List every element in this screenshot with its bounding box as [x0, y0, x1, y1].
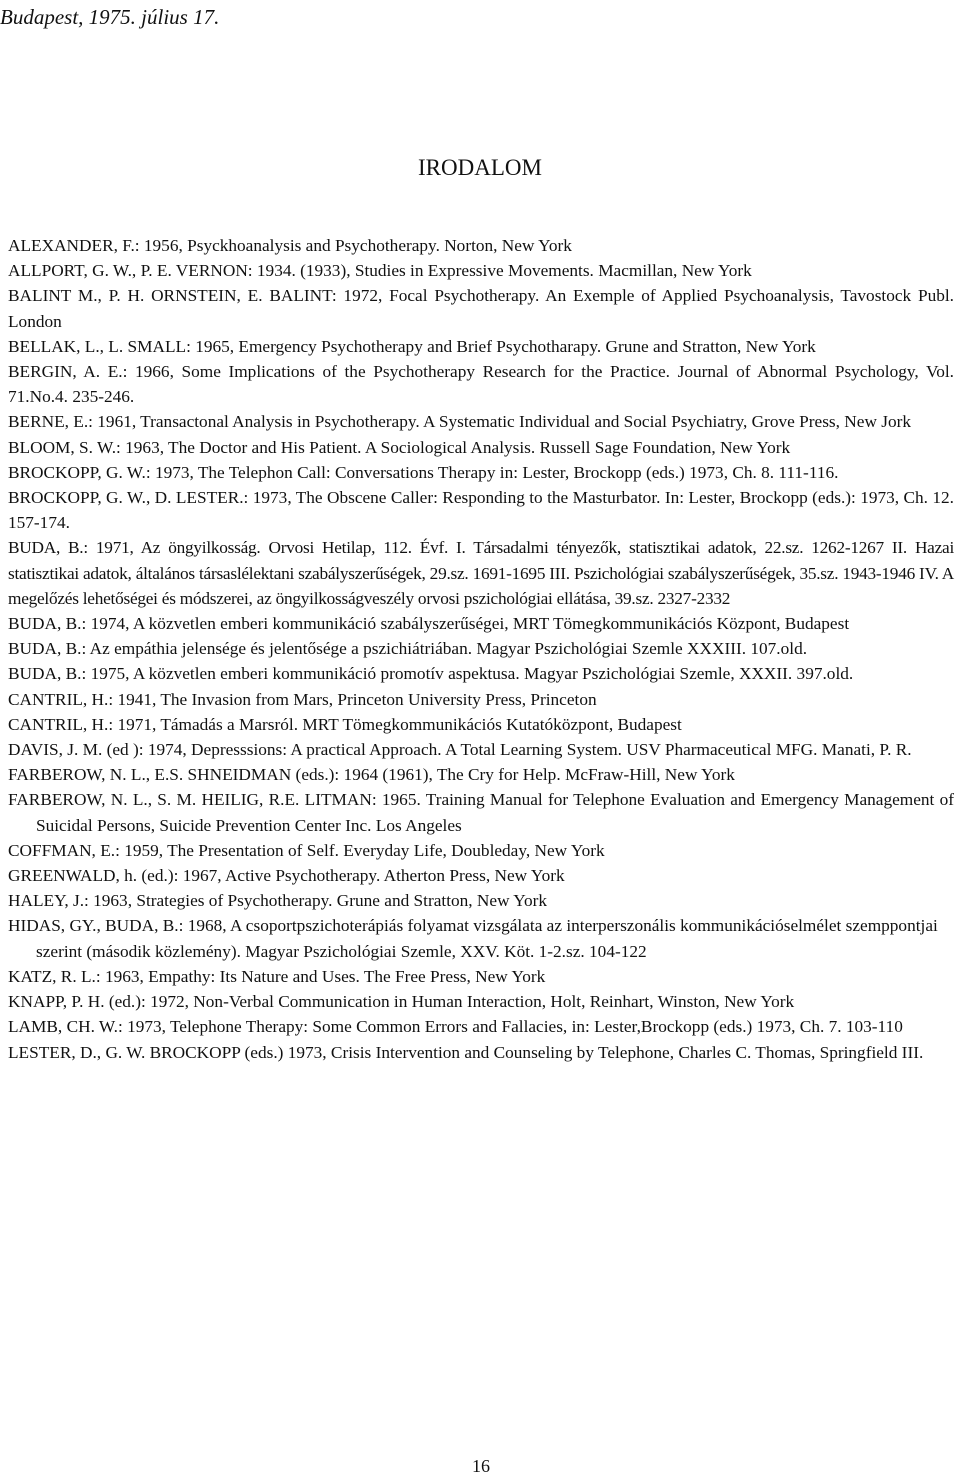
reference-entry: BROCKOPP, G. W., D. LESTER.: 1973, The Obscene Caller: Responding to the Masturbator. In: Lester, Brockopp (eds.): 1973, Ch. 12. 157-174.	[8, 488, 954, 533]
reference-entry: ALLPORT, G. W., P. E. VERNON: 1934. (1933), Studies in Expressive Movements. Macmillan, New York	[8, 261, 752, 281]
reference-entry: ALEXANDER, F.: 1956, Psyckhoanalysis and Psychotherapy. Norton, New York	[8, 236, 572, 255]
reference-entry: DAVIS, J. M. (ed ): 1974, Depresssions: A practical Approach. A Total Learning System. USV Pharmaceutical MFG. Manati, P. R.	[8, 740, 912, 760]
reference-entry: CANTRIL, H.: 1971, Támadás a Marsról. MRT Tömegkommunikációs Kutatóközpont, Budapest	[8, 714, 682, 734]
reference-entry: KATZ, R. L.: 1963, Empathy: Its Nature and Uses. The Free Press, New York	[8, 966, 546, 986]
reference-entry: FARBEROW, N. L., E.S. SHNEIDMAN (eds.): 1964 (1961), The Cry for Help. McFraw-Hill, New York	[8, 765, 735, 785]
reference-entry: HIDAS, GY., BUDA, B.: 1968, A csoportpszichoterápiás folyamat vizsgálata az interperszonális kommunikációselmélet szemppontjai szerint (második közlemény). Magyar Pszichológiai Szemle, XXV. Köt. 1-2.sz. 104-122	[8, 916, 938, 961]
reference-entry: BERGIN, A. E.: 1966, Some Implications of the Psychotherapy Research for the Practice. Journal of Abnormal Psychology, Vol. 71.No.4. 235-246.	[8, 362, 954, 407]
reference-entry: COFFMAN, E.: 1959, The Presentation of Self. Everyday Life, Doubleday, New York	[8, 840, 605, 860]
section-title	[0, 154, 960, 182]
reference-entry: GREENWALD, h. (ed.): 1967, Active Psychotherapy. Atherton Press, New York	[8, 866, 565, 886]
reference-entry: LESTER, D., G. W. BROCKOPP (eds.) 1973, Crisis Intervention and Counseling by Telephone, Charles C. Thomas, Springfield III.	[8, 1042, 924, 1062]
reference-entry: KNAPP, P. H. (ed.): 1972, Non-Verbal Communication in Human Interaction, Holt, Reinhart, Winston, New York	[8, 992, 795, 1012]
reference-entry: FARBEROW, N. L., S. M. HEILIG, R.E. LITMAN: 1965. Training Manual for Telephone Evaluation and Emergency Management of Suicidal Persons, Suicide Prevention Center Inc. Los Angeles	[8, 790, 954, 835]
reference-entry: HALEY, J.: 1963, Strategies of Psychotherapy. Grune and Stratton, New York	[8, 891, 548, 911]
reference-entry: BUDA, B.: 1974, A közvetlen emberi kommunikáció szabályszerűségei, MRT Tömegkommunikációs Központ, Budapest	[8, 614, 850, 634]
reference-entry: BERNE, E.: 1961, Transactonal Analysis in Psychotherapy. A Systematic Individual and Social Psychiatry, Grove Press, New Jork	[8, 412, 912, 432]
reference-entry: BUDA, B.: Az empáthia jelensége és jelentősége a pszichiátriában. Magyar Pszichológiai Szemle XXXIII. 107.old.	[8, 639, 808, 659]
reference-entry: BUDA, B.: 1971, Az öngyilkosság. Orvosi Hetilap, 112. Évf. I. Társadalmi tényezők, statisztikai adatok, 22.sz. 1262-1267 II. Hazai statisztikai adatok, általános társaslélektani szabályszerűségek, 29.sz. 1691-1695 III. Pszichológiai szabályszerűségek, 35.sz. 1943-1946 IV. A megelőzés lehetőségei és módszerei, az öngyilkosságveszély orvosi pszichológiai ellátása, 39.sz. 2327-2332	[8, 538, 954, 608]
section-title-text: IRODALOM	[418, 155, 542, 180]
place-date-heading: Budapest, 1975. július 17.	[0, 5, 220, 29]
reference-entry: BUDA, B.: 1975, A közvetlen emberi kommunikáció promotív aspektusa. Magyar Pszichológiai Szemle, XXXII. 397.old.	[8, 664, 854, 684]
page-number	[0, 1455, 960, 1477]
page-number-text: 16	[472, 1456, 490, 1476]
reference-entry: BALINT M., P. H. ORNSTEIN, E. BALINT: 1972, Focal Psychotherapy. An Exemple of Applied Psychoanalysis, Tavostock Publ. London	[8, 286, 954, 331]
reference-entry: BLOOM, S. W.: 1963, The Doctor and His Patient. A Sociological Analysis. Russell Sage Foundation, New York	[8, 437, 791, 457]
reference-list	[8, 233, 954, 1065]
reference-entry: BROCKOPP, G. W.: 1973, The Telephon Call: Conversations Therapy in: Lester, Brockopp (eds.) 1973, Ch. 8. 111-116.	[8, 462, 839, 482]
reference-entry: CANTRIL, H.: 1941, The Invasion from Mars, Princeton University Press, Princeton	[8, 689, 597, 709]
reference-entry: LAMB, CH. W.: 1973, Telephone Therapy: Some Common Errors and Fallacies, in: Lester,Brockopp (eds.) 1973, Ch. 7. 103-110	[8, 1017, 903, 1037]
reference-entry: BELLAK, L., L. SMALL: 1965, Emergency Psychotherapy and Brief Psychotharapy. Grune and Stratton, New York	[8, 336, 816, 356]
